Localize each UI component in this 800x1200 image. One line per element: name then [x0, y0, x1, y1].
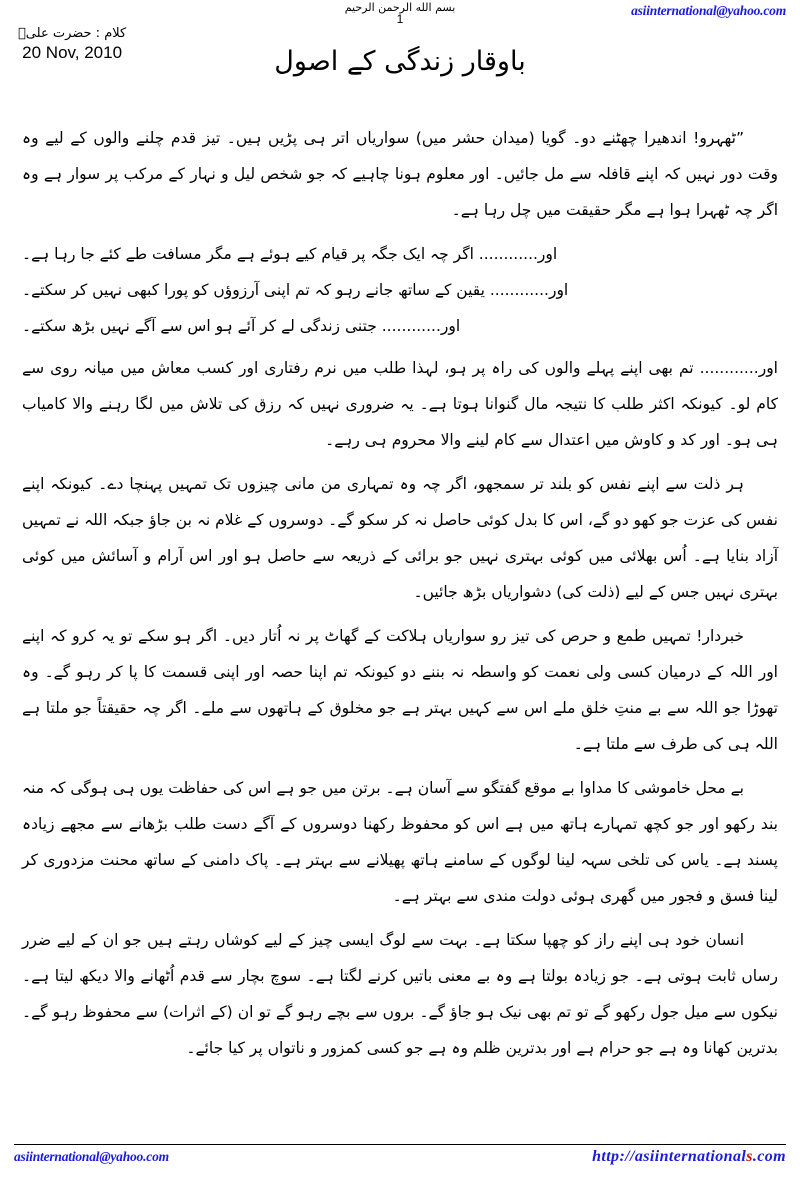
bullet-list — [22, 236, 778, 344]
header-email-address[interactable]: asiinternational@yahoo.com — [631, 3, 786, 18]
page-footer — [14, 1144, 786, 1174]
footer-url-suffix: .com — [752, 1148, 786, 1165]
author-attribution: کلام : حضرت علیؓ — [18, 26, 127, 41]
page-header — [0, 0, 800, 118]
footer-url-prefix: http://asiinternational — [592, 1148, 747, 1165]
paragraph: ”ٹھہرو! اندھیرا چھٹنے دو۔ گویا (میدان حشر میں) سواریاں اتر ہی پڑیں ہیں۔ تیز قدم چلنے والوں کے لیے وہ وقت دور نہیں کہ اپنے قافلہ سے مل جائیں۔ اور معلوم ہونا چاہیے کہ جو شخص لیل و نہار کے مرکب پر سوار ہے وہ اگر چہ ٹھہرا ہوا ہے مگر حقیقت میں چل رہا ہے۔ — [22, 129, 778, 219]
document-body — [22, 120, 778, 1074]
page-number: 1 — [396, 11, 404, 26]
paragraph: ہر ذلت سے اپنے نفس کو بلند تر سمجھو، اگر چہ وہ تمہاری من مانی چیزوں تک تمہیں پہنچا دے۔ کیونکہ اپنے نفس کی عزت جو کھو دو گے، اس کا بدل کوئی حاصل نہ کر سکو گے۔ دوسروں کے غلام نہ بن جاؤ جبکہ اللہ نے تمہیں آزاد بنایا ہے۔ اُس بھلائی میں کوئی بہتری نہیں جو برائی کے ذریعہ سے حاصل ہو اور اس آرام و آسائش میں کوئی بہتری نہیں جس کے لیے (ذلت کی) دشواریاں بڑھ جائیں۔ — [22, 475, 778, 601]
bismillah-block — [0, 2, 800, 26]
list-item: اور............ اگر چہ ایک جگہ پر قیام کیے ہوئے ہے مگر مسافت طے کئے جا رہا ہے۔ — [22, 245, 558, 263]
list-item: اور............ جتنی زندگی لے کر آئے ہو اس سے آگے نہیں بڑھ سکتے۔ — [22, 317, 461, 335]
paragraph: انسان خود ہی اپنے راز کو چھپا سکتا ہے۔ بہت سے لوگ ایسی چیز کے لیے کوشاں رہتے ہیں جو ان کے لیے ضرر رساں ثابت ہوتی ہے۔ جو زیادہ بولتا ہے وہ بے معنی باتیں کرنے لگتا ہے۔ سوچ بچار سے قدم اُٹھانے والا دیکھ لیتا ہے۔ نیکوں سے میل جول رکھو گے تو تم بھی نیک ہو جاؤ گے۔ بروں سے بچے رہو گے تو ان (کے اثرات) سے محفوظ رہو گے۔ بدترین کھانا وہ ہے جو حرام ہے اور بدترین ظلم وہ ہے جو کسی کمزور و ناتواں پر کیا جائے۔ — [22, 931, 778, 1057]
footer-divider — [14, 1144, 786, 1145]
footer-url-highlight: s — [746, 1148, 753, 1165]
paragraph: اور............ تم بھی اپنے پہلے والوں کی راہ پر ہو، لہذا طلب میں نرم رفتاری اور کسب معاش میں میانہ روی سے کام لو۔ کیونکہ اکثر طلب کا نتیجہ مال گنوانا ہوتا ہے۔ یہ ضروری نہیں کہ رزق کی تلاش میں لگا رہنے والا کامیاب ہی ہو۔ اور کد و کاوش میں اعتدال سے کام لینے والا محروم ہی رہے۔ — [22, 359, 778, 449]
list-item: اور............ یقین کے ساتھ جانے رہو کہ تم اپنی آرزوؤں کو پورا کبھی نہیں کر سکتے۔ — [22, 281, 569, 299]
paragraph: بے محل خاموشی کا مداوا بے موقع گفتگو سے آسان ہے۔ برتن میں جو ہے اس کی حفاظت یوں ہی ہوگی کہ منہ بند رکھو اور جو کچھ تمہارے ہاتھ میں ہے اس کو محفوظ رکھنا دوسروں کے آگے دست طلب بڑھانے سے مجھے زیادہ پسند ہے۔ یاس کی تلخی سہہ لینا لوگوں کے سامنے ہاتھ پھیلانے سے بہتر ہے۔ پاک دامنی کے ساتھ محنت مزدوری کر لینا فسق و فجور میں گھری ہوئی دولت مندی سے بہتر ہے۔ — [22, 779, 778, 905]
paragraph: خبردار! تمہیں طمع و حرص کی تیز رو سواریاں ہلاکت کے گھاٹ پر نہ اُتار دیں۔ اگر ہو سکے تو یہ کرو کہ اپنے اور اللہ کے درمیان کسی ولی نعمت کو واسطہ نہ بننے دو کیونکہ تم اپنا حصہ اور اپنی قسمت کا پا کر رہو گے۔ وہ تھوڑا جو اللہ سے بے منتِ خلق ملے اس سے کہیں بہتر ہے جو مخلوق کے ہاتھوں سے ملے۔ اگر چہ حقیقتاً جو ملتا ہے اللہ ہی کی طرف سے ملتا ہے۔ — [22, 627, 778, 753]
page-title: باوقار زندگی کے اصول — [274, 46, 526, 77]
footer-website-url[interactable] — [592, 1148, 786, 1166]
bismillah-text: بسم الله الرحمن الرحيم — [344, 1, 456, 14]
footer-row — [14, 1148, 786, 1166]
footer-email-address[interactable]: asiinternational@yahoo.com — [14, 1149, 169, 1164]
publication-date: 20 Nov, 2010 — [22, 42, 123, 62]
